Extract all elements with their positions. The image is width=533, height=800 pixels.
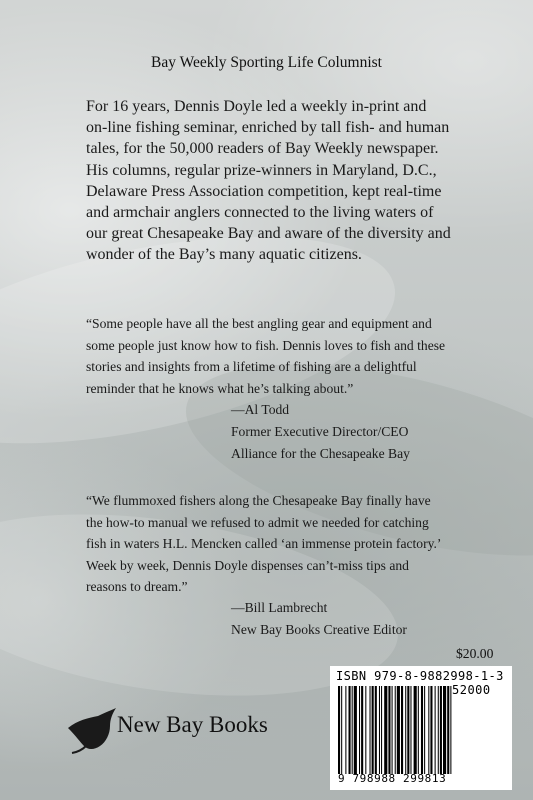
- barcode-bar: [405, 686, 406, 774]
- barcode-bar: [421, 686, 423, 774]
- barcode-bar: [338, 686, 340, 774]
- barcode-bar: [359, 686, 360, 774]
- barcode-price-code: 52000: [452, 683, 491, 697]
- quote-line: stories and insights from a lifetime of fishing are a delightful: [86, 359, 417, 374]
- barcode-bar: [379, 686, 380, 774]
- attribution-org: Alliance for the Chesapeake Bay: [231, 445, 410, 461]
- barcode-bars: [336, 686, 508, 774]
- barcode-bar: [349, 686, 351, 774]
- barcode-bar: [447, 686, 449, 774]
- barcode-bar: [345, 686, 346, 774]
- bio-line: Delaware Press Association competition, kept real-time: [86, 182, 442, 200]
- barcode-bar: [375, 686, 377, 774]
- blurb-quote-2: [86, 490, 441, 598]
- quote-line: fish in waters H.L. Mencken called ‘an immense protein factory.’: [86, 536, 442, 551]
- isbn-text: ISBN 979-8-9882998-1-3: [336, 669, 504, 683]
- barcode-bar: [384, 686, 387, 774]
- bio-paragraph: [86, 96, 486, 266]
- quote-line: reasons to dream.”: [86, 579, 188, 594]
- barcode-bar: [450, 686, 451, 774]
- barcode-bar: [410, 686, 411, 774]
- barcode-bar: [352, 686, 353, 774]
- attribution-title: Former Executive Director/CEO: [231, 423, 409, 439]
- price-label: $20.00: [456, 646, 494, 661]
- bio-line: tales, for the 50,000 readers of Bay Weekly newspaper.: [86, 140, 439, 158]
- barcode-bar: [395, 686, 396, 774]
- barcode-bar: [365, 686, 366, 774]
- barcode-bar: [414, 686, 417, 774]
- quote-line: “We flummoxed fishers along the Chesapeake Bay finally have: [86, 493, 431, 508]
- barcode-bar: [388, 686, 390, 774]
- barcode-bar: [443, 686, 446, 774]
- barcode-bar: [407, 686, 409, 774]
- barcode-bar: [354, 686, 357, 774]
- barcode-bar: [341, 686, 342, 774]
- blurb-attribution-1: [231, 399, 410, 464]
- column-heading: Bay Weekly Sporting Life Columnist: [151, 54, 382, 71]
- barcode-bar: [424, 686, 425, 774]
- attribution-name: —Al Todd: [231, 402, 290, 417]
- blurb-attribution-2: [231, 597, 407, 641]
- attribution-name: —Bill Lambrecht: [231, 600, 328, 615]
- attribution-title: New Bay Books Creative Editor: [231, 621, 407, 637]
- quote-line: reminder that he knows what he’s talking about.”: [86, 380, 354, 396]
- bio-line: our great Chesapeake Bay and aware of the diversity and: [86, 225, 451, 243]
- blurb-quote-1: [86, 313, 445, 399]
- barcode-digits: 9 798988 299813: [338, 772, 447, 785]
- quote-line: the how-to manual we refused to admit we needed for catching: [86, 514, 429, 530]
- quote-line: Week by week, Dennis Doyle dispenses can’t-miss tips and: [86, 557, 409, 573]
- barcode-bar: [438, 686, 439, 774]
- barcode-bar: [440, 686, 442, 774]
- bio-line: and armchair anglers connected to the living waters of: [86, 204, 434, 222]
- barcode-bar: [372, 686, 374, 774]
- barcode-bar: [435, 686, 436, 774]
- quote-line: “Some people have all the best angling gear and equipment and: [86, 316, 432, 331]
- publisher-name: New Bay Books: [117, 712, 268, 737]
- bio-line: on-line fishing seminar, enriched by tall fish- and human: [86, 119, 450, 137]
- isbn-barcode: [330, 666, 512, 790]
- barcode-bar: [381, 686, 382, 774]
- barcode-bar: [430, 686, 432, 774]
- barcode-bar: [418, 686, 419, 774]
- barcode-bar: [361, 686, 363, 774]
- bio-line: For 16 years, Dennis Doyle led a weekly in-print and: [86, 98, 427, 115]
- bio-line: wonder of the Bay’s many aquatic citizens.: [86, 246, 362, 264]
- barcode-bar: [428, 686, 429, 774]
- barcode-bar: [392, 686, 393, 774]
- barcode-bar: [401, 686, 403, 774]
- barcode-bar: [370, 686, 371, 774]
- barcode-bar: [397, 686, 400, 774]
- bio-line: His columns, regular prize-winners in Maryland, D.C.,: [86, 161, 437, 179]
- quote-line: some people just know how to fish. Dennis loves to fish and these: [86, 337, 446, 353]
